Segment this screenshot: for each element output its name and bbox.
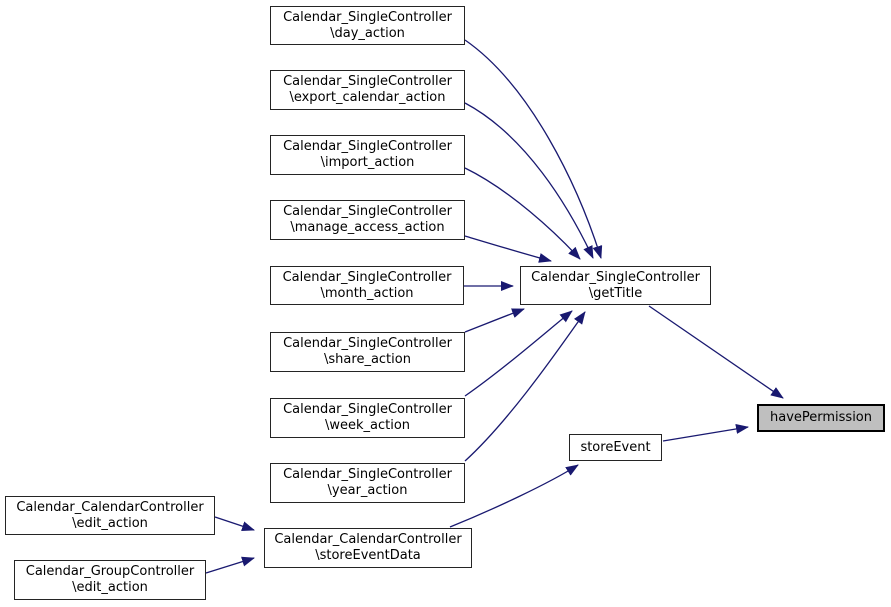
node-label: \export_calendar_action [289,90,446,105]
node-group-edit-action[interactable] [14,560,206,600]
node-label: Calendar_SingleController [283,204,452,220]
node-single-week-action[interactable] [270,398,465,438]
edge-single-day-action-to-single-gettitle [465,40,601,258]
edge-calendar-storeeventdata-to-storeevent [450,465,578,527]
edge-single-share-action-to-single-gettitle [465,309,524,332]
node-single-export-calendar[interactable] [270,70,465,110]
node-storeevent[interactable] [569,434,662,461]
edge-single-year-action-to-single-gettitle [465,312,585,461]
node-label: \day_action [330,25,405,41]
edge-storeevent-to-havepermission [663,427,748,441]
edge-single-gettitle-to-havepermission [649,306,783,398]
node-label: \manage_access_action [290,220,445,235]
node-label: \edit_action [72,580,148,595]
node-single-year-action[interactable] [270,463,465,503]
edge-single-import-action-to-single-gettitle [465,168,580,259]
node-label: \edit_action [72,515,148,531]
node-label: Calendar_SingleController [531,269,700,285]
node-label: Calendar_CalendarController [16,499,204,515]
node-single-import-action[interactable] [270,135,465,175]
node-calendar-edit-action[interactable] [5,496,215,535]
node-single-gettitle[interactable] [520,266,711,305]
node-label: Calendar_SingleController [283,467,452,483]
node-single-day-action[interactable] [270,6,465,45]
node-label: \import_action [320,155,415,170]
node-label: storeEvent [580,439,651,455]
node-single-share-action[interactable] [270,332,465,372]
node-single-manage-access[interactable] [270,200,465,240]
edge-single-export-calendar-to-single-gettitle [465,103,593,258]
node-single-month-action[interactable] [270,266,464,305]
node-label: Calendar_SingleController [282,269,452,285]
node-label: Calendar_SingleController [283,139,452,155]
node-label: \storeEventData [315,548,421,563]
node-label: Calendar_CalendarController [274,532,462,548]
node-label: \getTitle [588,285,643,301]
node-havepermission [757,404,885,432]
edge-group-edit-action-to-calendar-storeeventdata [206,558,254,573]
node-label: \month_action [320,285,414,301]
node-label: Calendar_GroupController [25,564,195,580]
edge-single-manage-access-to-single-gettitle [465,236,551,261]
node-calendar-storeeventdata[interactable] [264,528,472,568]
node-label: \year_action [327,483,408,498]
node-label: havePermission [769,410,872,426]
node-label: Calendar_SingleController [283,9,452,25]
node-label: \week_action [324,418,411,433]
node-label: \share_action [324,352,411,367]
node-label: Calendar_SingleController [283,336,452,352]
edge-calendar-edit-action-to-calendar-storeeventdata [215,517,254,530]
node-label: Calendar_SingleController [283,402,452,418]
node-label: Calendar_SingleController [283,74,452,90]
